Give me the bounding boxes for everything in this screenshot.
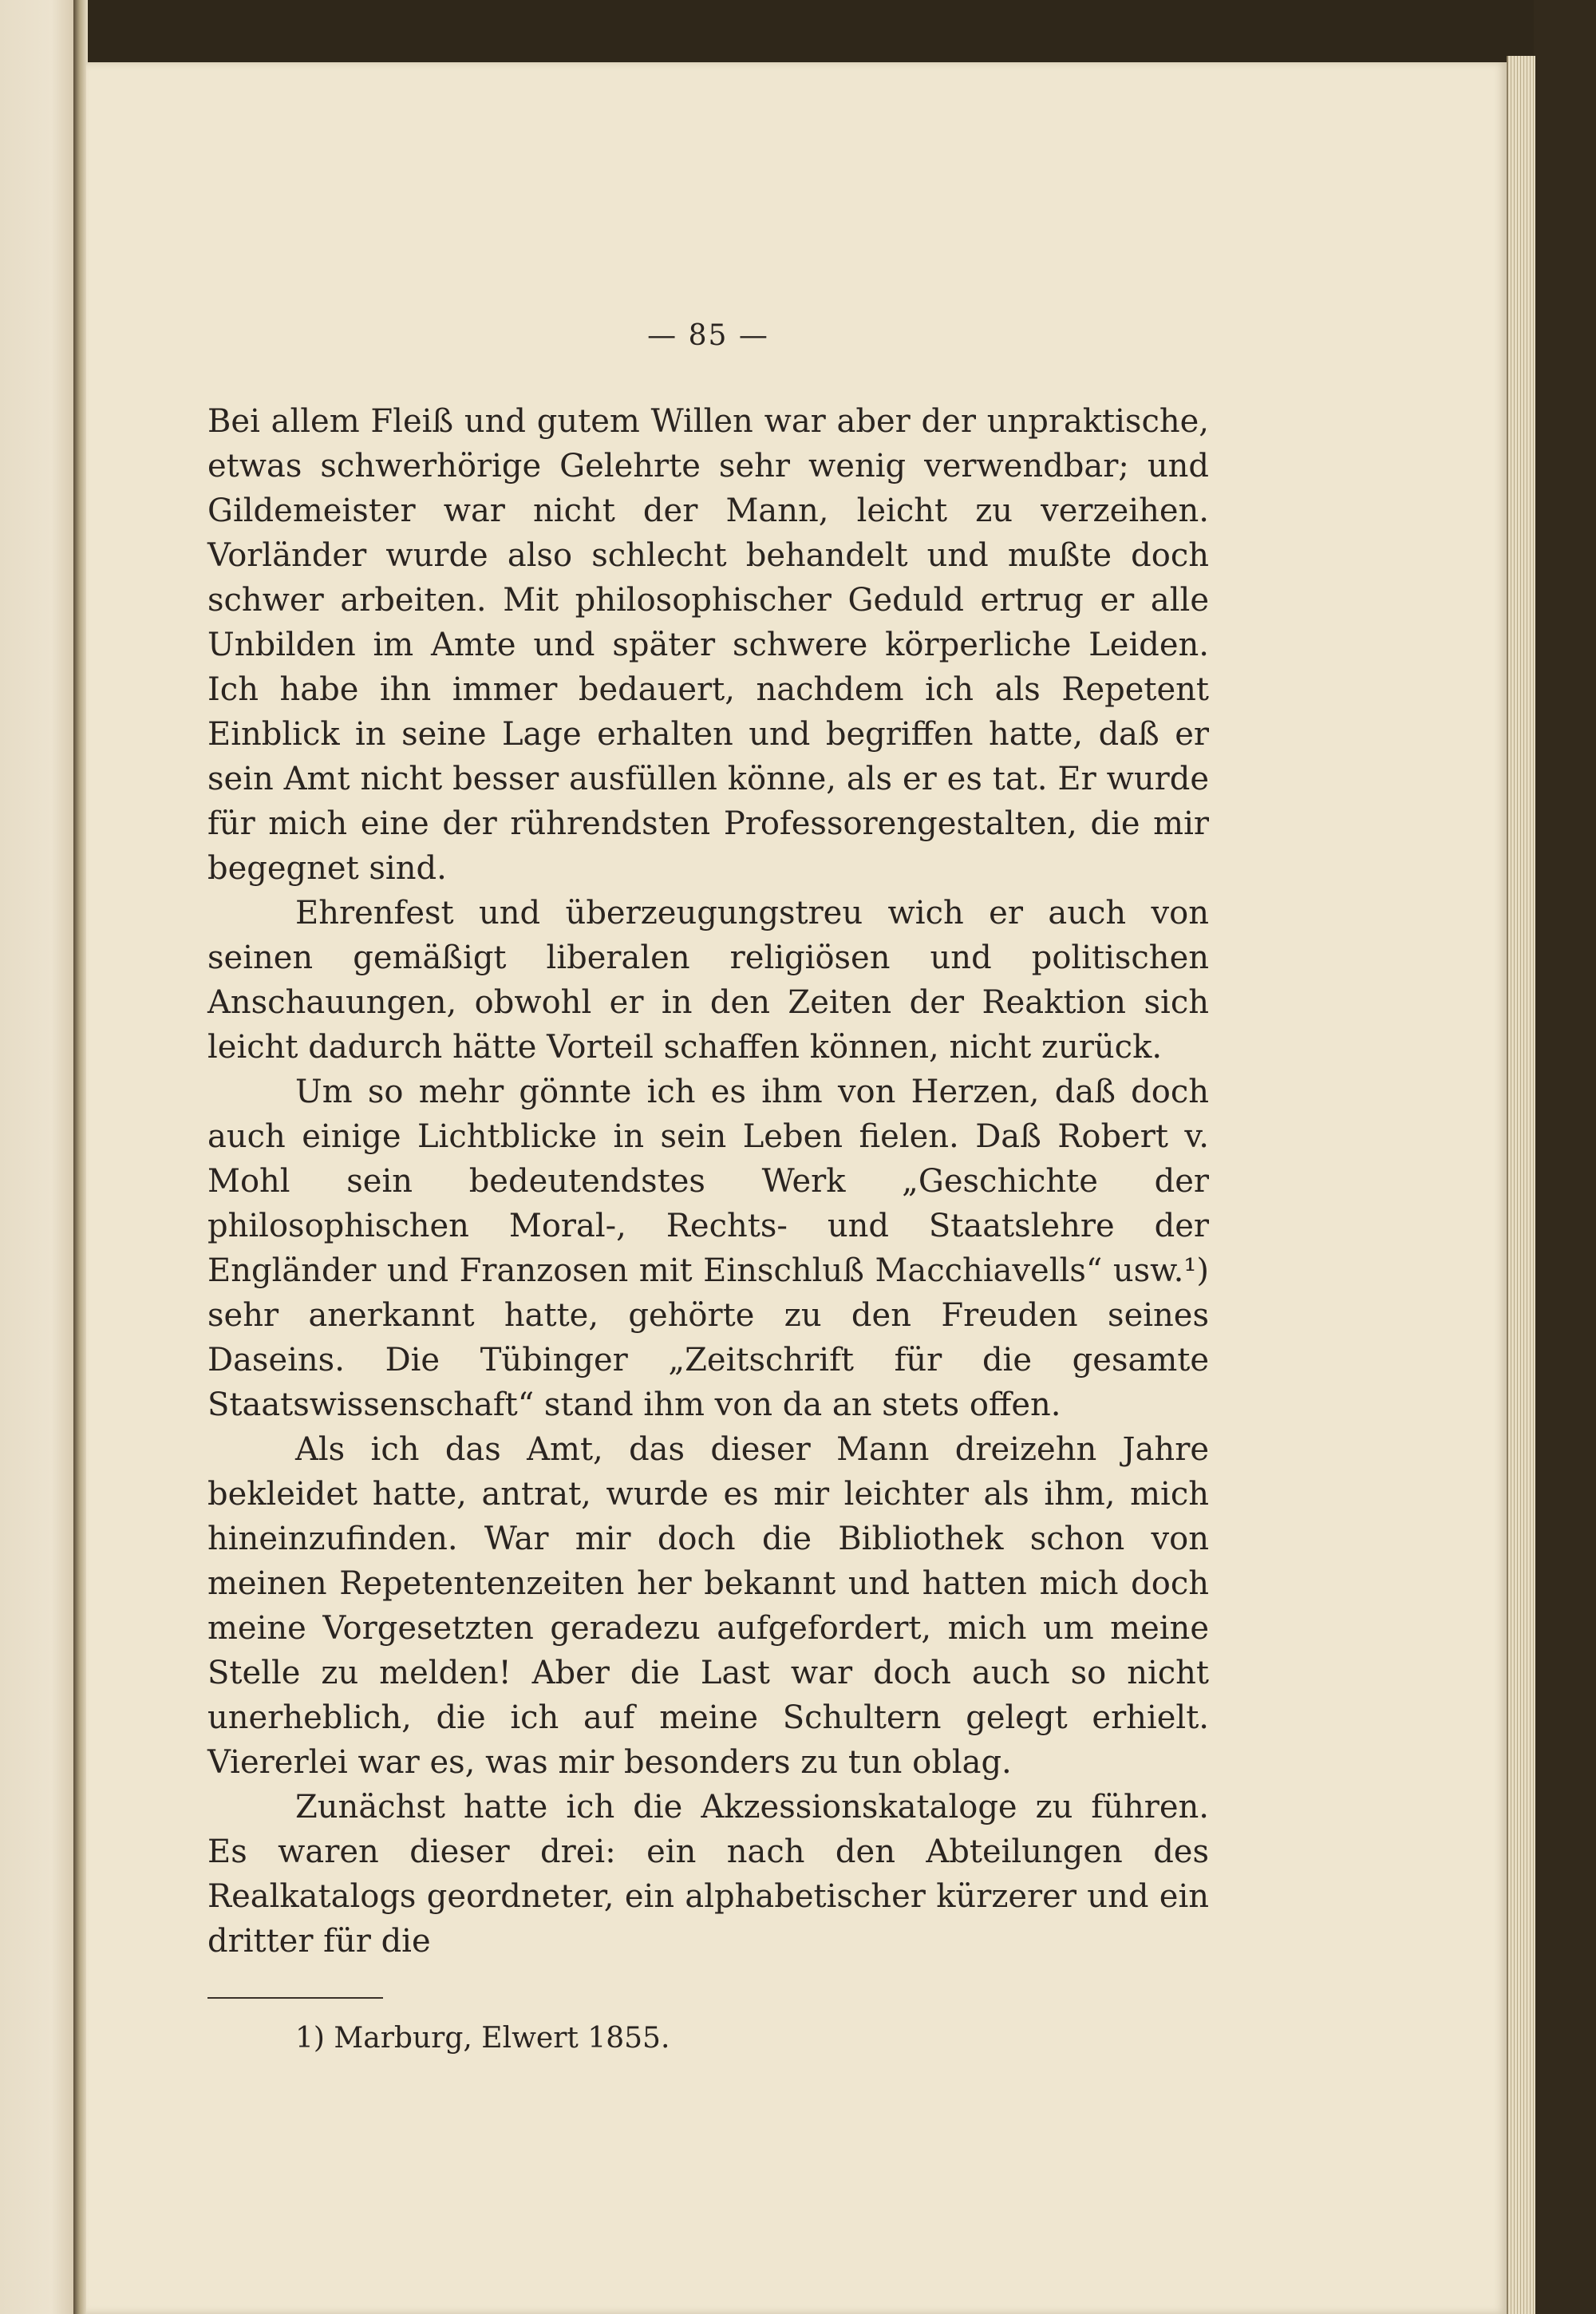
page-stack-edge bbox=[1507, 56, 1535, 2314]
page-content bbox=[207, 319, 1209, 2058]
paragraph-4: Als ich das Amt, das dieser Mann dreizehn Jahre bekleidet hatte, antrat, wurde es mir leichter als ihm, mich hineinzufinden. War mir doch die Bibliothek schon von meinen Repetentenzeiten her bekannt und hatten mich doch meine Vorgesetzten geradezu aufgefordert, mich um meine Stelle zu melden! Aber die Last war doch auch so nicht unerheblich, die ich auf meine Schultern gelegt erhielt. Viererlei war es, was mir besonders zu tun oblag. bbox=[207, 1431, 1209, 1781]
previous-page-edge bbox=[0, 0, 76, 2314]
footnote: 1) Marburg, Elwert 1855. bbox=[295, 2022, 670, 2055]
paragraph-1: Bei allem Fleiß und gutem Willen war aber der unpraktische, etwas schwerhörige Gelehrte sehr wenig verwendbar; und Gildemeister war nicht der Mann, leicht zu verzeihen. Vorländer wurde also schlecht behandelt und mußte doch schwer arbeiten. Mit philosophischer Geduld ertrug er alle Unbilden im Amte und später schwere körperliche Leiden. Ich habe ihn immer bedauert, nachdem ich als Repetent Einblick in seine Lage erhalten und begriffen hatte, daß er sein Amt nicht besser ausfüllen könne, als er es tat. Er wurde für mich eine der rührendsten Professorengestalten, die mir begegnet sind. bbox=[207, 403, 1209, 887]
paragraph-5: Zunächst hatte ich die Akzessionskataloge zu führen. Es waren dieser drei: ein nach den Abteilungen des Realkatalogs geordneter, ein alphabetischer kürzerer und ein dritter für die bbox=[207, 1789, 1209, 1960]
footnote-divider bbox=[207, 1997, 383, 1999]
scan-background bbox=[86, 0, 1534, 62]
page-number: — 85 — bbox=[647, 319, 769, 352]
paragraph-2: Ehrenfest und überzeugungstreu wich er auch von seinen gemäßigt liberalen religiösen und politischen Anschauungen, obwohl er in den Zeiten der Reaktion sich leicht dadurch hätte Vorteil schaffen können, nicht zurück. bbox=[207, 895, 1209, 1066]
paragraph-3: Um so mehr gönnte ich es ihm von Herzen, daß doch auch einige Lichtblicke in sein Leben fielen. Daß Robert v. Mohl sein bedeutendstes Werk „Geschichte der philosophischen Moral-, Rechts- und Staatslehre der Engländer und Franzosen mit Einschluß Macchiavells“ usw.¹) sehr anerkannt hatte, gehörte zu den Freuden seines Daseins. Die Tübinger „Zeitschrift für die gesamte Staatswissenschaft“ stand ihm von da an stets offen. bbox=[207, 1074, 1209, 1423]
